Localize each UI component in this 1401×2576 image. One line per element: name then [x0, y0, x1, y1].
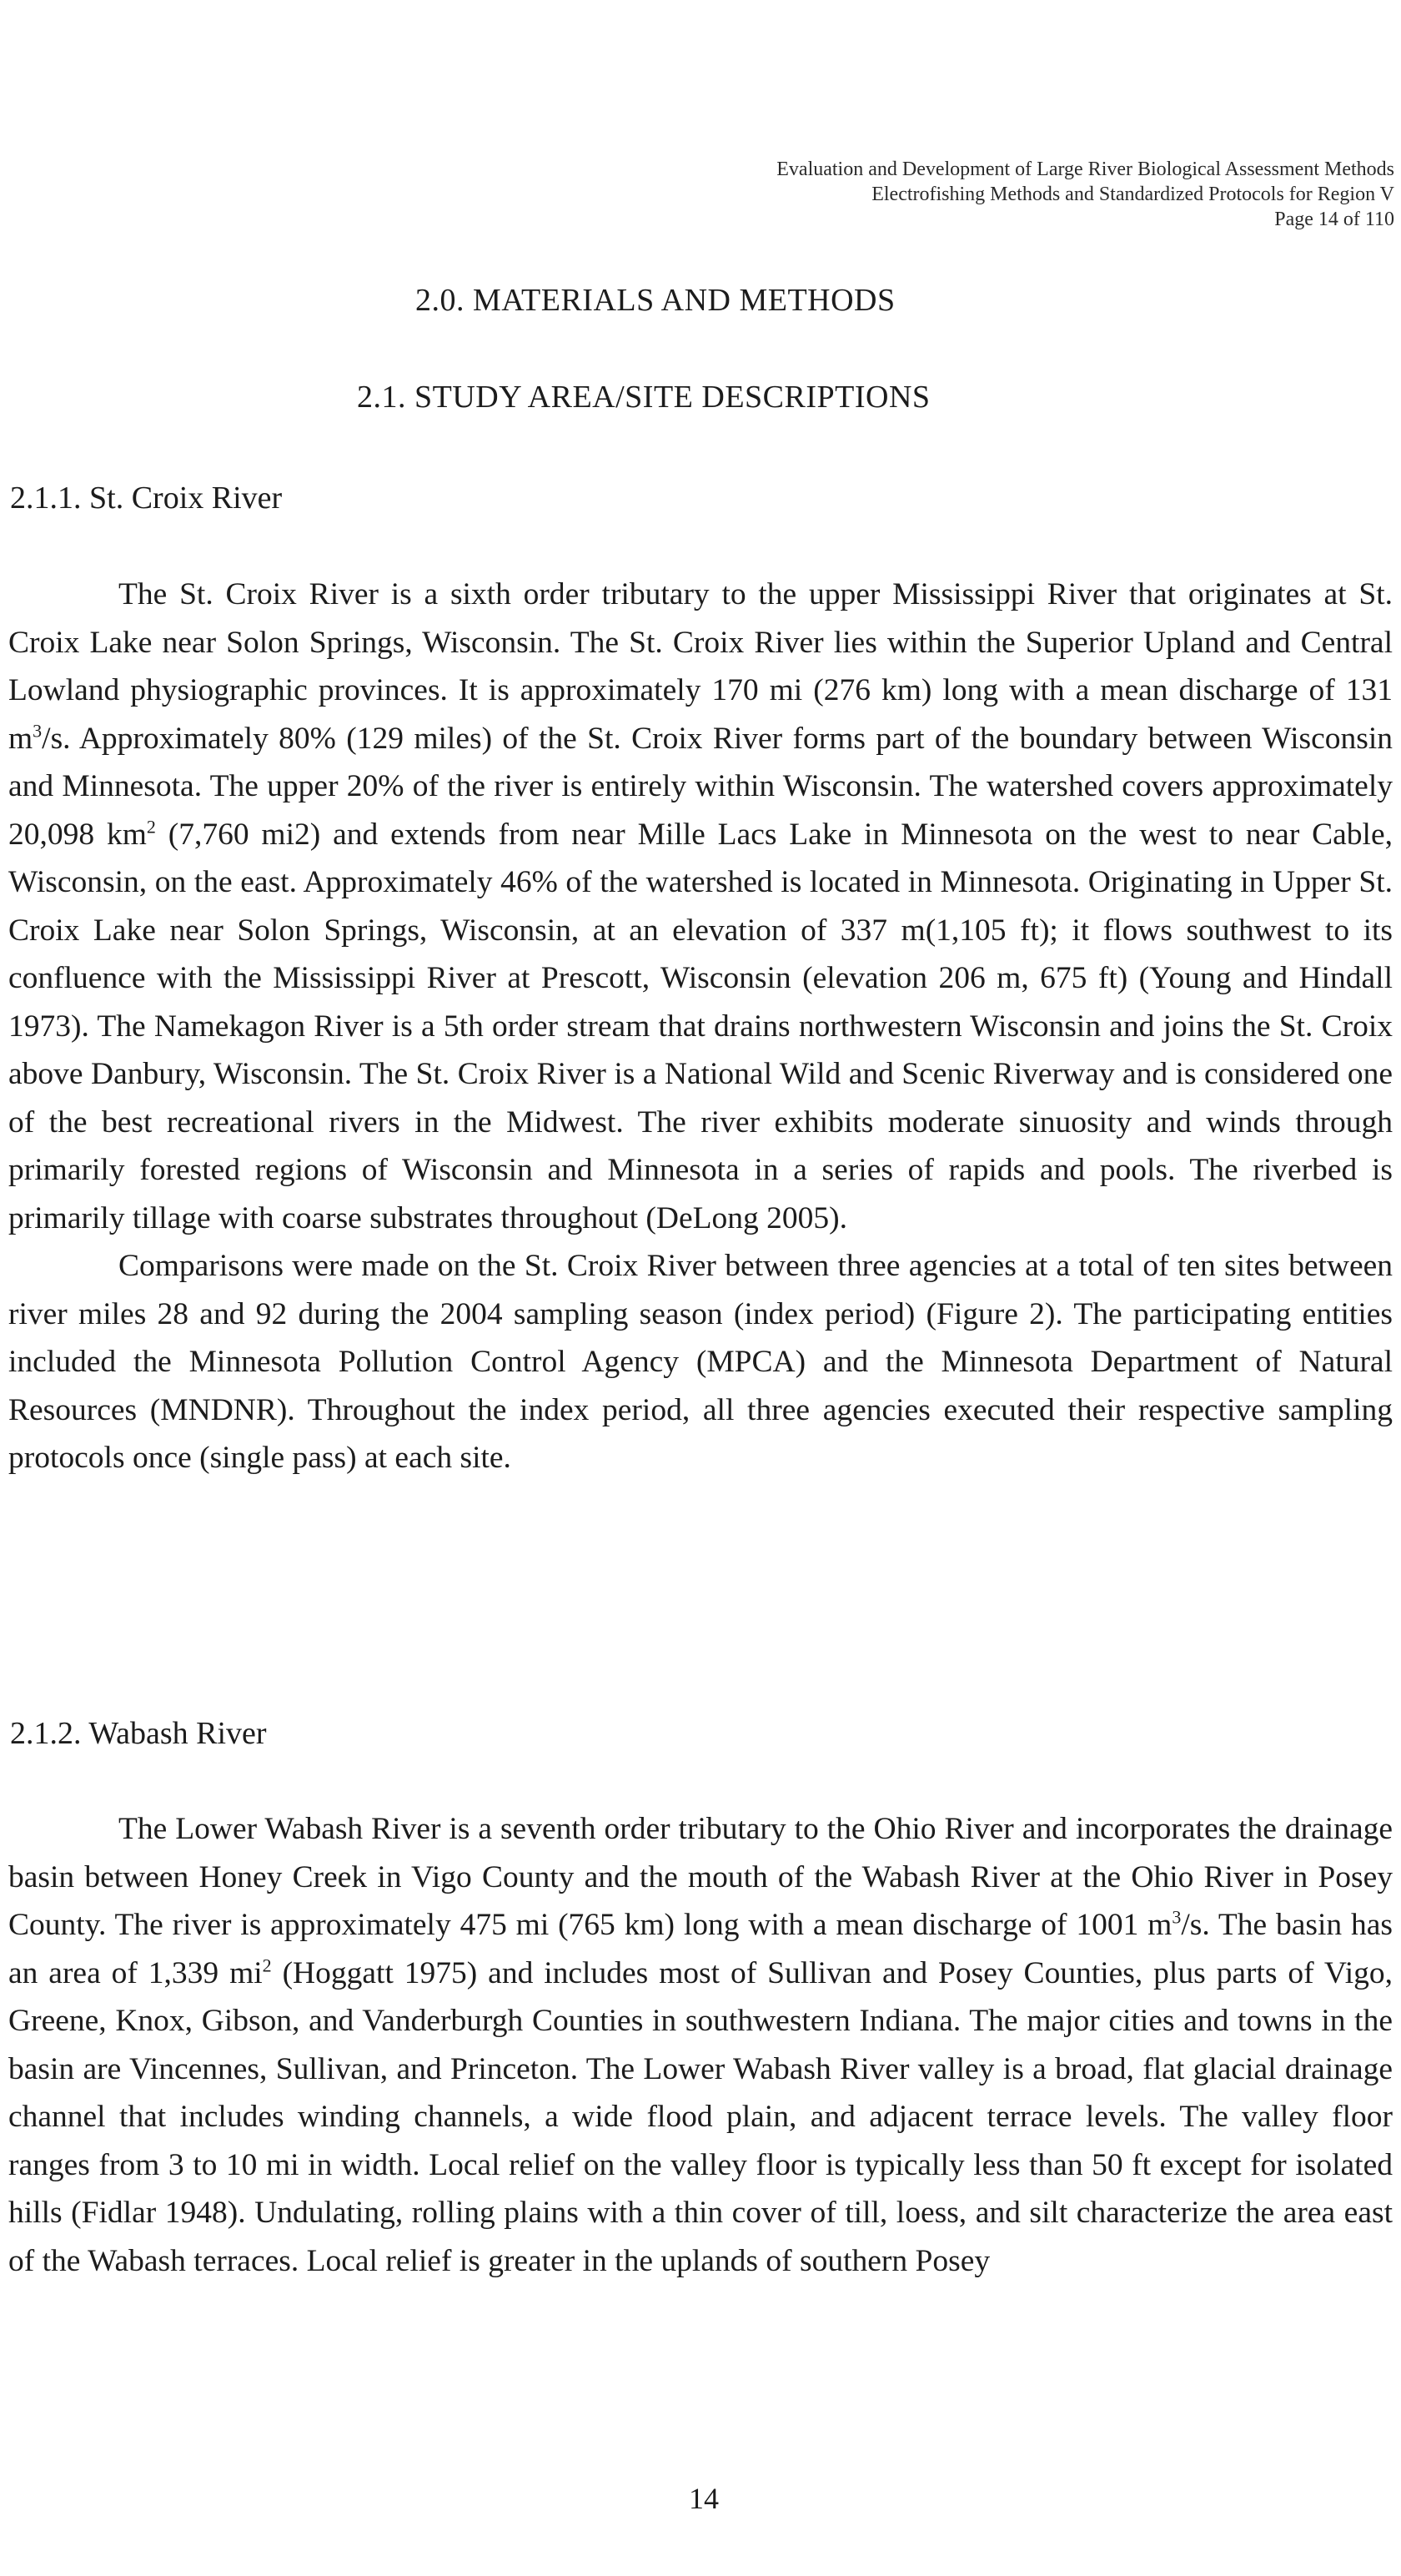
- text-run: The Lower Wabash River is a seventh order tributary to the Ohio River and incorporates the drainage basin between Honey Creek in Vigo County and the mouth of the Wabash River at the Ohio River in Posey County. The river is approximately 475 mi (765 km) long with a mean discharge of 1001 m: [8, 1812, 1393, 1942]
- section-heading-text: 2.0. MATERIALS AND METHODS: [415, 283, 896, 318]
- superscript: 3: [33, 720, 43, 741]
- text-run: (7,760 mi2) and extends from near Mille Lacs Lake in Minnesota on the west to near Cable, Wisconsin, on the east. Approximately 46% of the watershed is located in Minnesota. Originating in Upper St. Croix Lake near Solon Springs, Wisconsin, at an elevation of 337 m(1,105 ft); it flows southwest to its confluence with the Mississippi River at Prescott, Wisconsin (elevation 206 m, 675 ft) (Young and Hindall 1973). The Namekagon River is a 5th order stream that drains northwestern Wisconsin and joins the St. Croix above Danbury, Wisconsin. The St. Croix River is a National Wild and Scenic Riverway and is considered one of the best recreational rivers in the Midwest. The river exhibits moderate sinuosity and winds through primarily forested regions of Wisconsin and Minnesota in a series of rapids and pools. The riverbed is primarily tillage with coarse substrates throughout (DeLong 2005).: [8, 817, 1393, 1235]
- wabash-body: [8, 1805, 1393, 2285]
- page-number: 14: [689, 2482, 719, 2515]
- text-run: (Hoggatt 1975) and includes most of Sullivan and Posey Counties, plus parts of Vigo, Greene, Knox, Gibson, and Vanderburgh Counties in southwestern Indiana. The major cities and towns in the basin are Vincennes, Sullivan, and Princeton. The Lower Wabash River valley is a broad, flat glacial drainage channel that includes winding channels, a wide flood plain, and adjacent terrace levels. The valley floor ranges from 3 to 10 mi in width. Local relief on the valley floor is typically less than 50 ft except for isolated hills (Fidlar 1948). Undulating, rolling plains with a thin cover of till, loess, and silt characterize the area east of the Wabash terraces. Local relief is greater in the uplands of southern Posey: [8, 1955, 1393, 2278]
- paragraph: [8, 1805, 1393, 2285]
- subsection-heading-text: 2.1. STUDY AREA/SITE DESCRIPTIONS: [357, 380, 931, 415]
- text-run: /s. Approximately 80% (129 miles) of the St. Croix River forms part of the boundary between Wisconsin and Minnesota. The upper 20% of the river is entirely within Wisconsin. The watershed covers approximately 20,098 km: [8, 721, 1393, 852]
- subsection-title-wabash: 2.1.2. Wabash River: [10, 1716, 267, 1751]
- text-run: The St. Croix River is a sixth order tributary to the upper Mississippi River that originates at St. Croix Lake near Solon Springs, Wisconsin. The St. Croix River lies within the Superior Upland and Central Lowland physiographic provinces. It is approximately 170 mi (276 km) long with a mean discharge of 131 m: [8, 577, 1393, 756]
- st-croix-body: [8, 571, 1393, 1482]
- running-header: [776, 157, 1394, 232]
- superscript: 2: [146, 816, 156, 837]
- superscript: 2: [262, 1955, 272, 1975]
- text-run: /s. The basin has an area of 1,339 mi: [8, 1908, 1393, 1990]
- subsection-title-st-croix: 2.1.1. St. Croix River: [10, 480, 283, 516]
- header-line-report-title: Evaluation and Development of Large River Biological Assessment Methods: [776, 158, 1394, 180]
- superscript: 3: [1172, 1906, 1182, 1928]
- paragraph: Comparisons were made on the St. Croix River between three agencies at a total of ten sites between river miles 28 and 92 during the 2004 sampling season (index period) (Figure 2). The participating entities included the Minnesota Pollution Control Agency (MPCA) and the Minnesota Department of Natural Resources (MNDNR). Throughout the index period, all three agencies executed their respective sampling protocols once (single pass) at each site.: [8, 1249, 1393, 1475]
- header-line-page-count: Page 14 of 110: [1274, 209, 1394, 230]
- header-line-subtitle: Electrofishing Methods and Standardized Protocols for Region V: [871, 184, 1394, 205]
- paragraph: [8, 571, 1393, 1242]
